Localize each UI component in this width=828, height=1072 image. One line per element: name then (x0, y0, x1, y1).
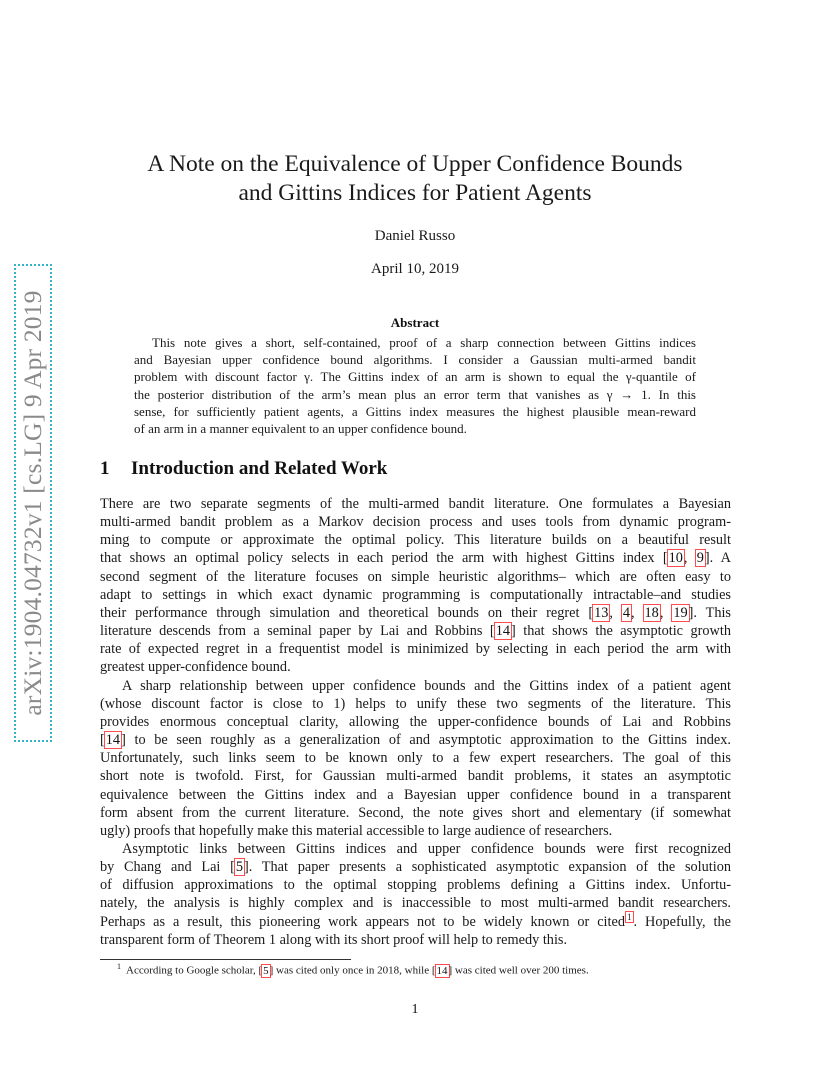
arxiv-stamp[interactable]: arXiv:1904.04732v1 [cs.LG] 9 Apr 2019 (18, 290, 47, 716)
citation-link[interactable]: 13 (594, 604, 609, 621)
body-line-text: [ (100, 732, 105, 749)
body-line (100, 568, 731, 586)
abstract-heading: Abstract (390, 315, 440, 330)
body-line-text: equivalence between the Gittins index and a Bayesian upper confidence bound in a transparent (100, 786, 731, 803)
body-line (100, 695, 731, 713)
body-line-text: ] to be seen roughly as a generalization of and asymptotic approximation to the Gittins index. (121, 732, 731, 749)
body-line-text: short note is twofold. First, for Gaussian multi-armed bandit problems, it states an asymptotic (100, 768, 731, 785)
body-line (100, 804, 731, 822)
abstract-line: This note gives a short, self-contained, proof of a sharp connection between Gittins indices (152, 335, 696, 350)
body-line-text: ugly) proofs that hopefully make this material accessible to large audience of researchers. (100, 822, 613, 839)
citation-link[interactable]: 19 (673, 604, 688, 621)
body-line (100, 604, 731, 622)
title-line: A Note on the Equivalence of Upper Confidence Bounds (147, 151, 683, 177)
body-line (100, 749, 731, 767)
footnote-link[interactable]: 1 (627, 911, 632, 922)
author: Daniel Russo (374, 228, 456, 244)
citation-link[interactable]: 18 (644, 604, 659, 621)
body-line-text: ]. That paper presents a sophisticated asymptotic expansion of the solution (244, 859, 732, 876)
body-line-text: transparent form of Theorem 1 along with its short proof will help to remedy this. (100, 931, 568, 948)
abstract-line: problem with discount factor γ. The Gittins index of an arm is shown to equal the γ-quantile of (134, 369, 696, 385)
citation-separator: , (631, 604, 644, 621)
body-line-text: that shows an optimal policy selects in each period the arm with highest Gittins index [ (100, 550, 668, 567)
body-line-text: , (683, 550, 696, 567)
body-line-text: ming to compute or approximate the optimal policy. This literature builds on a beautiful result (100, 532, 731, 549)
citation-link[interactable]: 5 (263, 964, 269, 977)
body-line-text: greatest upper-confidence bound. (100, 659, 291, 676)
abstract-body (134, 334, 696, 437)
body-line (100, 658, 731, 676)
body-line-text: provides enormous conceptual clarity, allowing the upper-confidence bounds of Lai and Robbins (100, 713, 731, 730)
body-line-text: ]. A (704, 550, 731, 567)
body-line (100, 549, 731, 567)
body-line (100, 822, 731, 840)
paper-title (100, 150, 730, 208)
body-line (100, 677, 731, 695)
section-number: 1 (100, 458, 110, 479)
citation-separator: , (659, 604, 673, 621)
body-line-text: second segment of the literature focuses on simple heuristic algorithms– which are often easy to (100, 568, 731, 585)
body-line-text: by Chang and Lai [ (100, 859, 235, 876)
body-line-text: ]. This (688, 604, 732, 621)
body-line (100, 767, 731, 785)
body-line (100, 586, 731, 604)
body-line (100, 913, 731, 931)
body-line (100, 876, 731, 894)
body-line-text: of diffusion approximations to the optimal stopping problems defining a Gittins index. Unfortu- (100, 877, 731, 894)
body-line-text: literature descends from a seminal paper by Lai and Robbins [ (100, 623, 495, 640)
citation-link[interactable]: 9 (696, 550, 704, 567)
citation-link[interactable]: 14 (105, 732, 121, 749)
body-line-text: ] that shows the asymptotic growth (510, 623, 731, 640)
abstract-line: sense, for sufficiently patient agents, a Gittins index measures the highest plausible mean-reward (134, 403, 696, 419)
body-line (100, 840, 731, 858)
body-line-text: . Hopefully, the (633, 913, 731, 930)
section-title: Introduction and Related Work (131, 458, 388, 479)
footnote (117, 962, 717, 977)
body-line-text: form absent from the current literature. Second, the note gives short and elementary (if somewhat (100, 804, 731, 821)
body-line-text: rate of expected regret in a frequentist model is minimized by selecting in each period the arm with (100, 641, 731, 658)
body-line (100, 931, 731, 949)
citation-separator: , (609, 604, 622, 621)
body-line-text: A sharp relationship between upper confidence bounds and the Gittins index of a patient agent (122, 677, 731, 694)
citation-link[interactable]: 10 (668, 550, 683, 567)
body-line (100, 713, 731, 731)
body-line (100, 786, 731, 804)
body-line-text: nately, the analysis is highly complex and is inaccessible to most multi-armed bandit researchers. (100, 895, 731, 912)
abstract-line: the posterior distribution of the arm’s mean plus an error term that vanishes as γ → 1. In this (134, 386, 696, 402)
footnote-mark: 1 (117, 962, 121, 971)
citation-link[interactable]: 14 (436, 964, 448, 977)
footnote-rule (100, 959, 351, 960)
body-line (100, 513, 731, 531)
title-line: and Gittins Indices for Patient Agents (238, 180, 592, 206)
body-line-text: Asymptotic links between Gittins indices and upper confidence bounds were first recognized (122, 840, 731, 857)
abstract-line: and Bayesian upper confidence bound algorithms. I consider a Gaussian multi-armed bandit (134, 352, 696, 368)
body-line (100, 858, 731, 876)
body-line (100, 495, 731, 513)
citation-link[interactable]: 14 (495, 623, 510, 640)
body-line-text: Perhaps as a result, this pioneering work appears not to be widely known or cited (100, 913, 625, 930)
citation-link[interactable]: 4 (622, 604, 631, 621)
body-line-text: multi-armed bandit problem as a Markov decision process and uses tools from dynamic program- (100, 514, 731, 531)
body-line-text: adapt to settings in which exact dynamic programming is computationally intractable–and studies (100, 586, 731, 603)
footnote-text: ] was cited well over 200 times. (448, 964, 589, 977)
body-line-text: Unfortunately, such links seem to be known only to a few expert researchers. The goal of this (100, 750, 731, 767)
body-line (100, 640, 731, 658)
page-number: 1 (411, 1002, 419, 1017)
body-line-text: their performance through simulation and theoretical bounds on their regret [ (100, 604, 594, 621)
footnote-text: According to Google scholar, [ (126, 964, 263, 977)
body-text (100, 495, 731, 949)
footnote-text: ] was cited only once in 2018, while [ (269, 964, 436, 977)
section-heading (100, 458, 387, 480)
body-line-text: There are two separate segments of the multi-armed bandit literature. One formulates a Bayesian (100, 496, 731, 512)
body-line (100, 731, 731, 749)
abstract-line: of an arm in a manner equivalent to an upper confidence bound. (134, 421, 467, 437)
body-line (100, 622, 731, 640)
body-line-text: (whose discount factor is close to 1) helps to unify these two segments of the literature. This (100, 695, 731, 712)
citation-link[interactable]: 5 (235, 859, 244, 876)
body-line (100, 531, 731, 549)
body-line (100, 894, 731, 912)
date: April 10, 2019 (371, 261, 459, 277)
